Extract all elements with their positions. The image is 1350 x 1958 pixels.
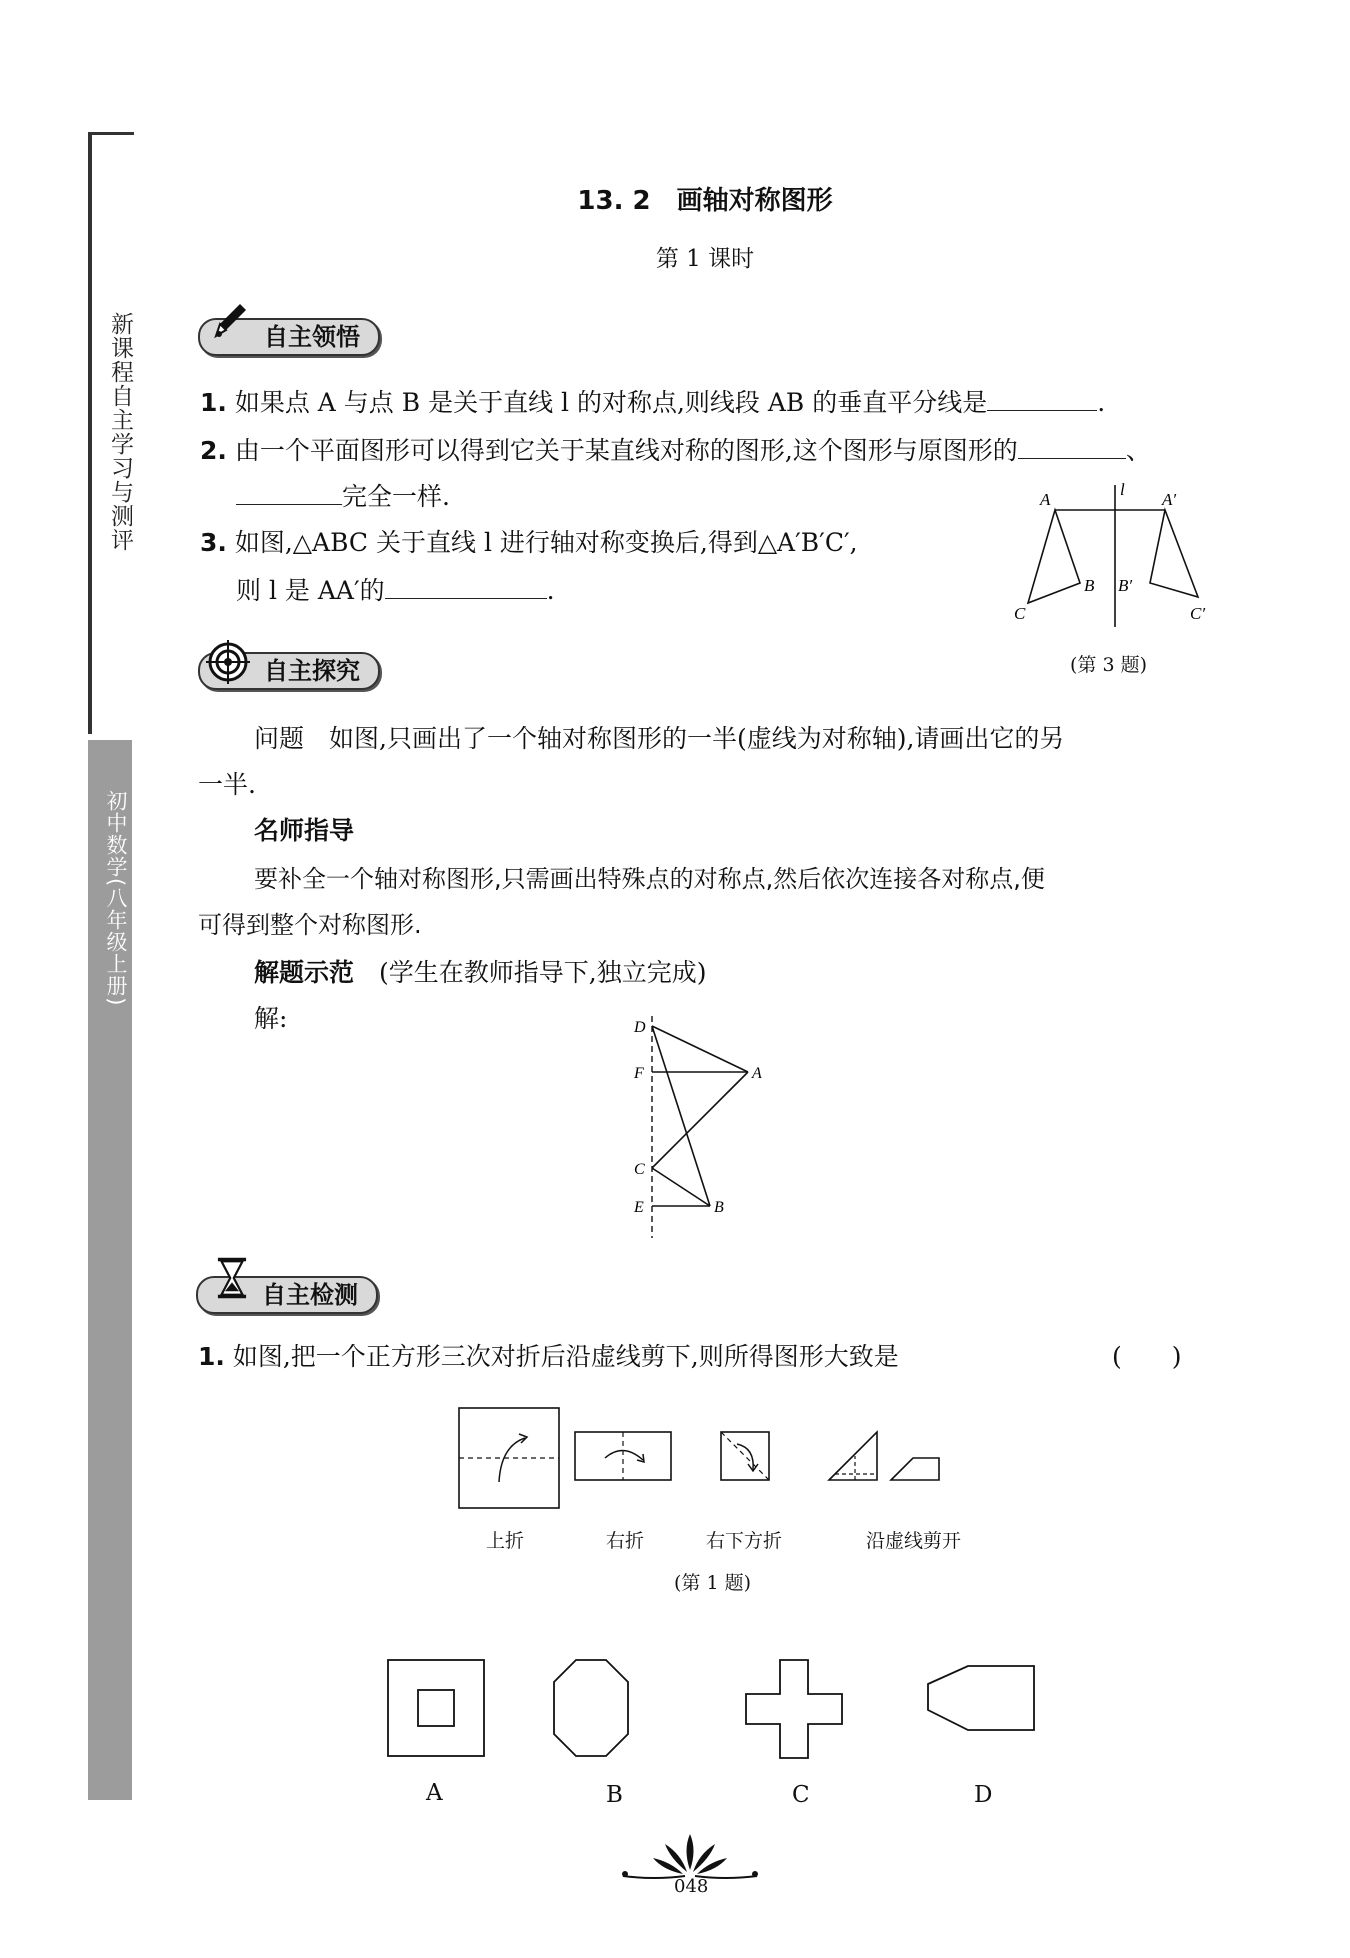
answer-blank[interactable] (987, 384, 1097, 411)
fig-label-F: F (634, 1065, 644, 1082)
sidebar-book-title: 新课程自主学习与测评 (107, 312, 133, 552)
s2-guide-text-cont: 可得到整个对称图形. (198, 911, 422, 939)
s1-question-2-cont: 完全一样. (236, 478, 450, 514)
s2-solution-label: 解: (254, 1004, 288, 1033)
fig-label-B: B (714, 1199, 724, 1216)
s3-question-1: 1. 如图,把一个正方形三次对折后沿虚线剪下,则所得图形大致是 (198, 1342, 899, 1371)
figure-problem (620, 1010, 780, 1240)
fig-label-D: D (634, 1019, 646, 1036)
page-number: 048 (674, 1876, 709, 1897)
option-B[interactable]: B (606, 1782, 623, 1808)
fig3-caption: (第 3 题) (1070, 654, 1147, 676)
fig3-label-l: l (1120, 480, 1125, 499)
option-D[interactable]: D (974, 1782, 993, 1808)
fig3-label-C-prime: C′ (1190, 604, 1206, 623)
fig3-label-A-prime: A′ (1162, 490, 1177, 509)
figure-folding-steps (455, 1400, 955, 1520)
fig3-label-B: B (1084, 576, 1095, 595)
pen-icon (206, 298, 250, 342)
page-subtitle: 第 1 课时 (655, 246, 755, 272)
step-label-2: 右折 (606, 1530, 645, 1552)
fig-label-A: A (752, 1065, 762, 1082)
section-title-3: 自主检测 (262, 1281, 358, 1309)
page-title: 13. 2 画轴对称图形 (577, 186, 833, 216)
step-label-4: 沿虚线剪开 (866, 1530, 962, 1552)
s1-question-1: 1. 如果点 A 与点 B 是关于直线 l 的对称点,则线段 AB 的垂直平分线是 . (200, 384, 1105, 420)
option-C[interactable]: C (792, 1782, 810, 1808)
section-title-1: 自主领悟 (264, 323, 360, 351)
fig3-label-C: C (1014, 604, 1026, 623)
fig-label-C: C (634, 1161, 645, 1178)
option-A[interactable]: A (426, 1780, 443, 1806)
section-title-2: 自主探究 (264, 657, 360, 685)
s2-problem: 问题 如图,只画出了一个轴对称图形的一半(虚线为对称轴),请画出它的另 (254, 724, 1065, 753)
s2-guide-title: 名师指导 (254, 816, 355, 845)
answer-blank[interactable] (236, 478, 342, 505)
fig-label-E: E (634, 1199, 644, 1216)
step-label-3: 右下方折 (706, 1530, 783, 1552)
hourglass-icon (210, 1256, 254, 1300)
s3-answer-paren[interactable]: ( ) (1112, 1342, 1182, 1371)
answer-blank[interactable] (385, 572, 547, 599)
sidebar-subject: 初中数学(八年级上册) (104, 790, 128, 1007)
s2-problem-cont: 一半. (198, 770, 256, 799)
fig3-label-B-prime: B′ (1118, 576, 1133, 595)
fig1-caption: (第 1 题) (674, 1572, 751, 1594)
s1-question-3-cont: 则 l 是 AA′的 . (236, 572, 555, 608)
target-icon (206, 640, 250, 684)
s1-question-2: 2. 由一个平面图形可以得到它关于某直线对称的图形,这个图形与原图形的 、 (200, 432, 1151, 468)
s2-demo: 解题示范 (学生在教师指导下,独立完成) (254, 958, 707, 987)
figure-q3 (1000, 475, 1240, 635)
s2-guide-text: 要补全一个轴对称图形,只需画出特殊点的对称点,然后依次连接各对称点,便 (254, 865, 1045, 893)
answer-blank[interactable] (1018, 432, 1126, 459)
step-label-1: 上折 (486, 1530, 525, 1552)
fig3-label-A: A (1040, 490, 1051, 509)
s1-question-3: 3. 如图,△ABC 关于直线 l 进行轴对称变换后,得到△A′B′C′, (200, 528, 858, 557)
figure-options (380, 1650, 1060, 1770)
